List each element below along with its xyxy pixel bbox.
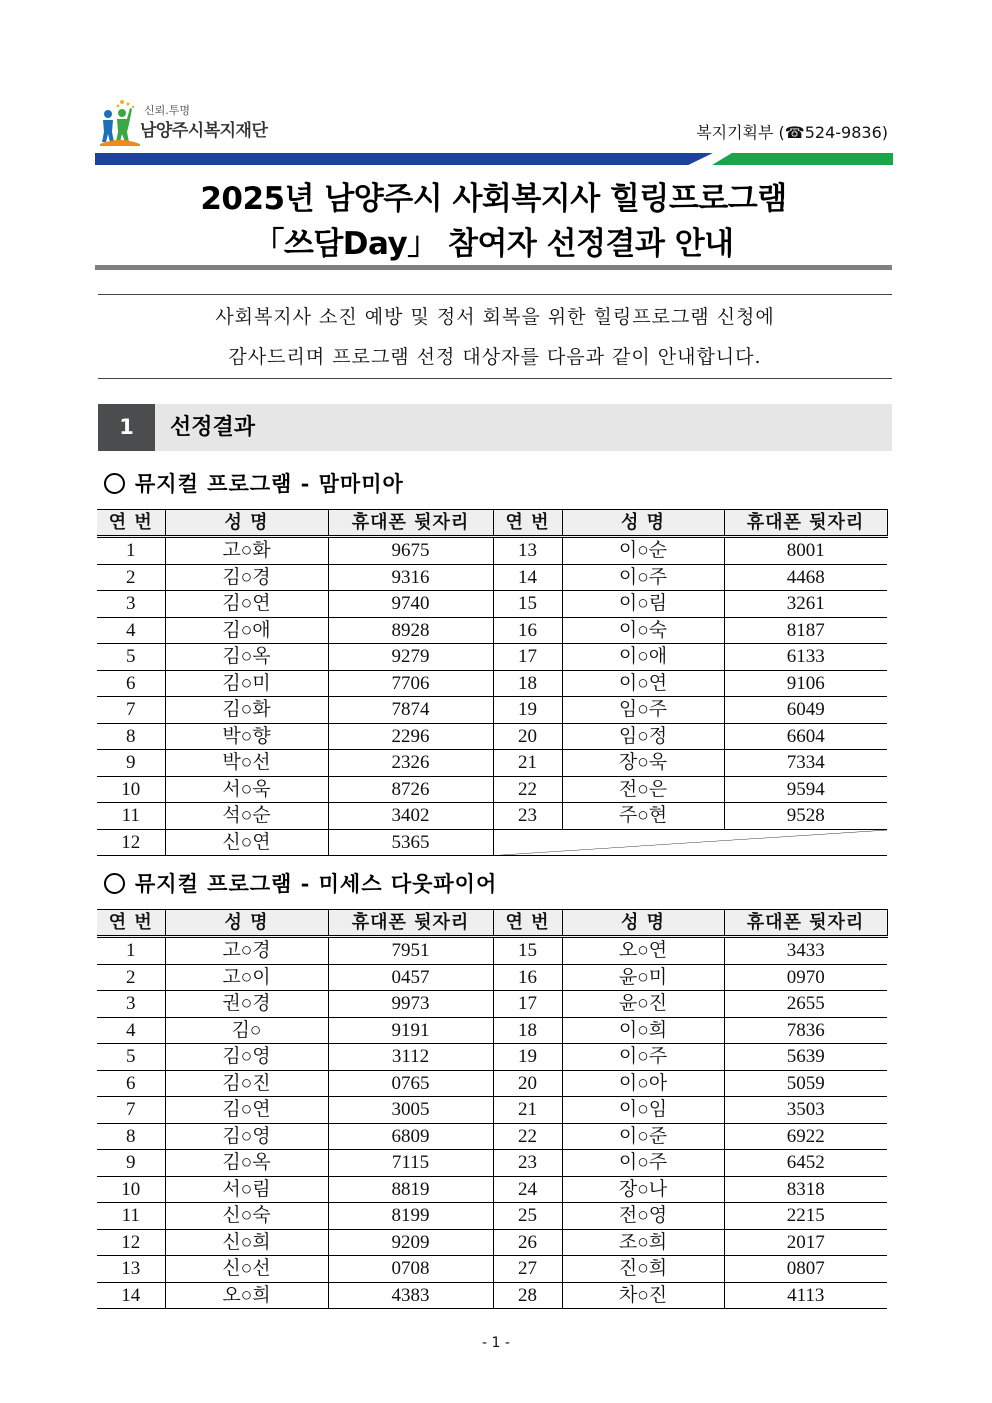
table-header-row — [97, 910, 887, 937]
cell-no: 20 — [493, 1070, 562, 1097]
intro-line1: 사회복지사 소진 예방 및 정서 회복을 위한 힐링프로그램 신청에 — [215, 306, 775, 328]
cell-no: 12 — [97, 829, 165, 856]
header-phone: 휴대폰 뒷자리 — [724, 510, 887, 537]
cell-name: 박○향 — [165, 723, 328, 750]
cell-no: 1 — [97, 937, 165, 965]
cell-phone: 2296 — [328, 723, 493, 750]
cell-name: 이○주 — [562, 1150, 724, 1177]
program-2-table — [97, 909, 888, 1309]
table-row — [97, 1256, 887, 1283]
table-row — [97, 697, 887, 724]
cell-name: 신○숙 — [165, 1203, 328, 1230]
cell-phone: 2655 — [724, 991, 887, 1018]
document-title-line1: 2025년 남양주시 사회복지사 힐링프로그램 — [200, 181, 787, 217]
cell-name: 임○주 — [562, 697, 724, 724]
cell-phone: 0765 — [328, 1070, 493, 1097]
cell-phone: 9594 — [724, 776, 887, 803]
cell-no: 7 — [97, 697, 165, 724]
cell-phone: 8726 — [328, 776, 493, 803]
table-row — [97, 1229, 887, 1256]
cell-phone: 3261 — [724, 591, 887, 618]
foundation-logo — [100, 98, 300, 146]
title-underline — [95, 265, 892, 270]
cell-name: 김○진 — [165, 1070, 328, 1097]
department-contact: 복지기획부 (☎524-9836) — [696, 123, 888, 142]
header-no: 연 번 — [97, 510, 165, 537]
cell-name: 이○주 — [562, 1044, 724, 1071]
cell-no: 22 — [493, 1123, 562, 1150]
cell-name: 진○희 — [562, 1256, 724, 1283]
cell-name: 김○미 — [165, 670, 328, 697]
cell-no: 24 — [493, 1176, 562, 1203]
table-header-row — [97, 510, 887, 537]
header-stripe-green — [712, 153, 893, 165]
cell-phone: 4113 — [724, 1282, 887, 1309]
cell-no: 11 — [97, 1203, 165, 1230]
logo-slogan: 신뢰.투명 — [144, 104, 191, 117]
cell-no: 7 — [97, 1097, 165, 1124]
cell-no: 12 — [97, 1229, 165, 1256]
header-name: 성 명 — [562, 510, 724, 537]
cell-name: 이○희 — [562, 1017, 724, 1044]
cell-no: 4 — [97, 617, 165, 644]
cell-no: 28 — [493, 1282, 562, 1309]
cell-phone: 0807 — [724, 1256, 887, 1283]
header-name: 성 명 — [562, 910, 724, 937]
cell-no: 8 — [97, 723, 165, 750]
header-stripe-blue — [95, 153, 713, 165]
table-row — [97, 537, 887, 565]
cell-no: 16 — [493, 617, 562, 644]
cell-name: 임○정 — [562, 723, 724, 750]
cell-name: 전○영 — [562, 1203, 724, 1230]
cell-name: 고○경 — [165, 937, 328, 965]
cell-no: 15 — [493, 937, 562, 965]
cell-phone: 8318 — [724, 1176, 887, 1203]
cell-name: 박○선 — [165, 750, 328, 777]
cell-phone: 7706 — [328, 670, 493, 697]
table-row — [97, 1044, 887, 1071]
people-star-logo-icon — [100, 98, 140, 146]
cell-no: 27 — [493, 1256, 562, 1283]
cell-phone: 3005 — [328, 1097, 493, 1124]
cell-name: 김○옥 — [165, 1150, 328, 1177]
cell-no: 22 — [493, 776, 562, 803]
cell-name: 김○ — [165, 1017, 328, 1044]
header-name: 성 명 — [165, 910, 328, 937]
cell-phone: 8819 — [328, 1176, 493, 1203]
cell-phone: 2017 — [724, 1229, 887, 1256]
cell-name: 이○순 — [562, 537, 724, 565]
cell-no: 23 — [493, 803, 562, 830]
program-1-heading — [104, 468, 404, 498]
empty-cell-diagonal — [493, 829, 887, 856]
cell-name: 이○주 — [562, 564, 724, 591]
table-row — [97, 591, 887, 618]
table-row — [97, 644, 887, 671]
cell-name: 김○연 — [165, 1097, 328, 1124]
cell-name: 석○순 — [165, 803, 328, 830]
cell-no: 10 — [97, 1176, 165, 1203]
cell-phone: 6922 — [724, 1123, 887, 1150]
cell-no: 10 — [97, 776, 165, 803]
cell-phone: 3112 — [328, 1044, 493, 1071]
cell-name: 고○화 — [165, 537, 328, 565]
cell-name: 이○연 — [562, 670, 724, 697]
cell-name: 전○은 — [562, 776, 724, 803]
header-no: 연 번 — [97, 910, 165, 937]
cell-phone: 0457 — [328, 964, 493, 991]
table-row — [97, 750, 887, 777]
cell-no: 6 — [97, 1070, 165, 1097]
table-row — [97, 1070, 887, 1097]
table-row — [97, 670, 887, 697]
table-row — [97, 1176, 887, 1203]
cell-name: 신○희 — [165, 1229, 328, 1256]
cell-no: 3 — [97, 591, 165, 618]
cell-no: 6 — [97, 670, 165, 697]
cell-no: 26 — [493, 1229, 562, 1256]
table-row — [97, 1203, 887, 1230]
table-row — [97, 803, 887, 830]
cell-no: 11 — [97, 803, 165, 830]
table-row — [97, 723, 887, 750]
cell-no: 5 — [97, 1044, 165, 1071]
cell-phone: 7115 — [328, 1150, 493, 1177]
cell-phone: 6604 — [724, 723, 887, 750]
cell-no: 5 — [97, 644, 165, 671]
table-row — [97, 829, 887, 856]
cell-phone: 5365 — [328, 829, 493, 856]
cell-no: 17 — [493, 644, 562, 671]
cell-no: 13 — [493, 537, 562, 565]
cell-name: 윤○진 — [562, 991, 724, 1018]
cell-phone: 2215 — [724, 1203, 887, 1230]
circle-bullet-icon — [104, 873, 125, 894]
cell-name: 김○애 — [165, 617, 328, 644]
cell-name: 이○숙 — [562, 617, 724, 644]
cell-phone: 7334 — [724, 750, 887, 777]
cell-name: 김○경 — [165, 564, 328, 591]
cell-name: 주○현 — [562, 803, 724, 830]
cell-no: 23 — [493, 1150, 562, 1177]
cell-phone: 6133 — [724, 644, 887, 671]
cell-no: 14 — [97, 1282, 165, 1309]
cell-phone: 8199 — [328, 1203, 493, 1230]
cell-phone: 4383 — [328, 1282, 493, 1309]
cell-no: 21 — [493, 750, 562, 777]
cell-phone: 8187 — [724, 617, 887, 644]
table-row — [97, 564, 887, 591]
cell-phone: 7951 — [328, 937, 493, 965]
table-row — [97, 1017, 887, 1044]
cell-no: 3 — [97, 991, 165, 1018]
cell-name: 김○화 — [165, 697, 328, 724]
cell-phone: 9740 — [328, 591, 493, 618]
cell-name: 이○애 — [562, 644, 724, 671]
header-name: 성 명 — [165, 510, 328, 537]
cell-no: 18 — [493, 1017, 562, 1044]
cell-no: 21 — [493, 1097, 562, 1124]
table-row — [97, 1282, 887, 1309]
section-heading — [98, 404, 892, 451]
cell-no: 17 — [493, 991, 562, 1018]
section-number: 1 — [98, 404, 155, 451]
cell-name: 김○옥 — [165, 644, 328, 671]
cell-phone: 9528 — [724, 803, 887, 830]
cell-name: 서○림 — [165, 1176, 328, 1203]
cell-phone: 9191 — [328, 1017, 493, 1044]
header-phone: 휴대폰 뒷자리 — [328, 510, 493, 537]
table-row — [97, 1097, 887, 1124]
table-row — [97, 1123, 887, 1150]
table-row — [97, 937, 887, 965]
cell-no: 20 — [493, 723, 562, 750]
table-row — [97, 617, 887, 644]
cell-phone: 9316 — [328, 564, 493, 591]
program-1-table — [97, 509, 888, 856]
cell-name: 조○희 — [562, 1229, 724, 1256]
table-row — [97, 1150, 887, 1177]
cell-name: 이○림 — [562, 591, 724, 618]
cell-phone: 9209 — [328, 1229, 493, 1256]
table-row — [97, 964, 887, 991]
header-no: 연 번 — [493, 910, 562, 937]
cell-name: 이○준 — [562, 1123, 724, 1150]
intro-line2: 감사드리며 프로그램 선정 대상자를 다음과 같이 안내합니다. — [228, 346, 762, 368]
table-row — [97, 991, 887, 1018]
cell-no: 9 — [97, 750, 165, 777]
cell-phone: 8001 — [724, 537, 887, 565]
cell-name: 권○경 — [165, 991, 328, 1018]
cell-name: 이○아 — [562, 1070, 724, 1097]
cell-phone: 7874 — [328, 697, 493, 724]
cell-no: 1 — [97, 537, 165, 565]
cell-name: 신○연 — [165, 829, 328, 856]
cell-phone: 0970 — [724, 964, 887, 991]
cell-no: 16 — [493, 964, 562, 991]
intro-box — [98, 294, 892, 379]
cell-name: 김○연 — [165, 591, 328, 618]
cell-no: 25 — [493, 1203, 562, 1230]
cell-phone: 6452 — [724, 1150, 887, 1177]
cell-name: 김○영 — [165, 1123, 328, 1150]
page-number: - 1 - — [482, 1335, 510, 1351]
document-title-line2: 「쓰담Day」 참여자 선정결과 안내 — [253, 226, 734, 262]
cell-no: 9 — [97, 1150, 165, 1177]
cell-phone: 8928 — [328, 617, 493, 644]
cell-no: 2 — [97, 564, 165, 591]
cell-phone: 5059 — [724, 1070, 887, 1097]
cell-phone: 6049 — [724, 697, 887, 724]
header-phone: 휴대폰 뒷자리 — [328, 910, 493, 937]
cell-phone: 9106 — [724, 670, 887, 697]
cell-phone: 9675 — [328, 537, 493, 565]
cell-phone: 9973 — [328, 991, 493, 1018]
header-phone: 휴대폰 뒷자리 — [724, 910, 887, 937]
section-label: 선정결과 — [170, 415, 256, 440]
cell-no: 4 — [97, 1017, 165, 1044]
cell-no: 19 — [493, 697, 562, 724]
logo-organization-name: 남양주시복지재단 — [140, 121, 268, 141]
table-row — [97, 776, 887, 803]
circle-bullet-icon — [104, 473, 125, 494]
cell-phone: 6809 — [328, 1123, 493, 1150]
cell-phone: 9279 — [328, 644, 493, 671]
cell-no: 19 — [493, 1044, 562, 1071]
cell-phone: 3402 — [328, 803, 493, 830]
cell-no: 15 — [493, 591, 562, 618]
cell-name: 장○욱 — [562, 750, 724, 777]
cell-name: 신○선 — [165, 1256, 328, 1283]
diagonal-slash-icon — [494, 830, 888, 856]
cell-phone: 5639 — [724, 1044, 887, 1071]
cell-no: 8 — [97, 1123, 165, 1150]
cell-phone: 3503 — [724, 1097, 887, 1124]
cell-name: 이○임 — [562, 1097, 724, 1124]
cell-name: 김○영 — [165, 1044, 328, 1071]
cell-phone: 2326 — [328, 750, 493, 777]
header-no: 연 번 — [493, 510, 562, 537]
cell-name: 장○나 — [562, 1176, 724, 1203]
cell-name: 윤○미 — [562, 964, 724, 991]
cell-no: 2 — [97, 964, 165, 991]
program-2-title: 뮤지컬 프로그램 - 미세스 다웃파이어 — [135, 871, 498, 896]
cell-no: 14 — [493, 564, 562, 591]
cell-phone: 0708 — [328, 1256, 493, 1283]
program-1-title: 뮤지컬 프로그램 - 맘마미아 — [135, 471, 404, 496]
cell-no: 18 — [493, 670, 562, 697]
cell-name: 오○희 — [165, 1282, 328, 1309]
cell-name: 서○욱 — [165, 776, 328, 803]
cell-name: 차○진 — [562, 1282, 724, 1309]
cell-no: 13 — [97, 1256, 165, 1283]
program-2-heading — [104, 868, 497, 898]
cell-phone: 7836 — [724, 1017, 887, 1044]
cell-phone: 4468 — [724, 564, 887, 591]
cell-name: 오○연 — [562, 937, 724, 965]
cell-name: 고○이 — [165, 964, 328, 991]
cell-phone: 3433 — [724, 937, 887, 965]
